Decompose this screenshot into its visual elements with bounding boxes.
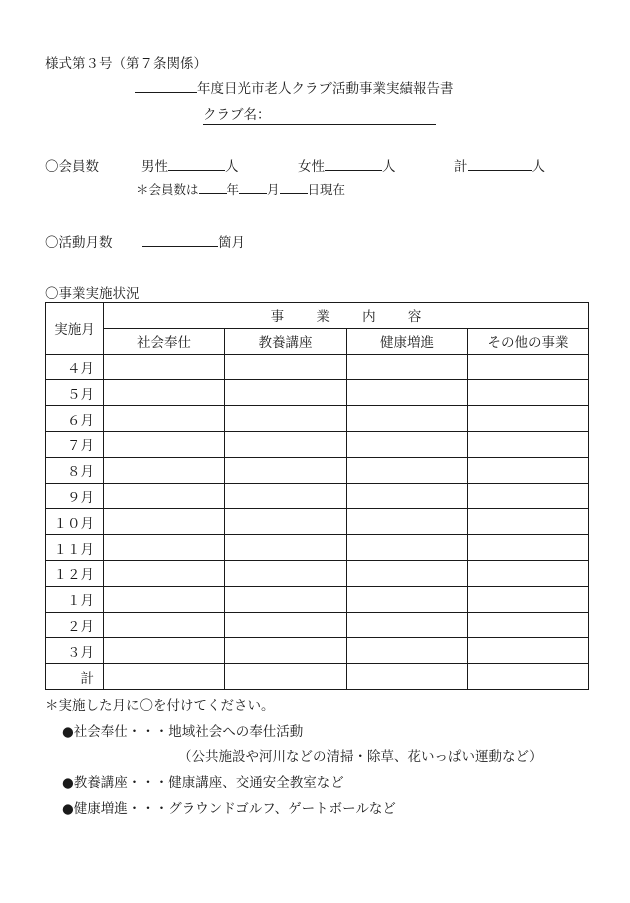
cell-other-projects[interactable] (468, 535, 589, 561)
cell-social-service[interactable] (104, 380, 225, 406)
column-header-culture-lecture: 教養講座 (225, 328, 347, 354)
cell-other-projects[interactable] (468, 509, 589, 535)
female-unit: 人 (382, 159, 396, 175)
table-row (46, 535, 589, 561)
project-content-header: 事 業 内 容 (104, 303, 589, 329)
cell-other-projects[interactable] (468, 406, 589, 432)
cell-health-promotion[interactable] (347, 638, 468, 664)
male-label: 男性 (141, 159, 168, 175)
female-label: 女性 (298, 159, 325, 175)
cell-culture-lecture[interactable] (225, 457, 347, 483)
instruction-note: ＊実施した月に〇を付けてください。 (45, 698, 275, 714)
cell-culture-lecture[interactable] (225, 586, 347, 612)
cell-other-projects[interactable] (468, 638, 589, 664)
cell-health-promotion[interactable] (347, 406, 468, 432)
club-name-row (203, 103, 436, 125)
row-month-label: 計 (46, 664, 104, 690)
table-row (46, 560, 589, 586)
activity-months-field[interactable] (142, 234, 218, 247)
row-month-label: ９月 (46, 483, 104, 509)
cell-health-promotion[interactable] (347, 380, 468, 406)
table-row (46, 380, 589, 406)
cell-other-projects[interactable] (468, 664, 589, 690)
table-row (46, 483, 589, 509)
report-title (135, 77, 454, 97)
cell-social-service[interactable] (104, 586, 225, 612)
cell-culture-lecture[interactable] (225, 354, 347, 380)
cell-social-service[interactable] (104, 612, 225, 638)
female-count-row (298, 155, 396, 175)
cell-other-projects[interactable] (468, 354, 589, 380)
cell-culture-lecture[interactable] (225, 431, 347, 457)
note-year-label: 年 (226, 182, 240, 197)
male-count-row (141, 155, 239, 175)
row-month-label: ８月 (46, 457, 104, 483)
cell-culture-lecture[interactable] (225, 535, 347, 561)
cell-social-service[interactable] (104, 535, 225, 561)
cell-other-projects[interactable] (468, 483, 589, 509)
cell-health-promotion[interactable] (347, 509, 468, 535)
row-month-label: １１月 (46, 535, 104, 561)
table-row (46, 586, 589, 612)
cell-health-promotion[interactable] (347, 664, 468, 690)
note-prefix: ＊会員数は (136, 182, 199, 197)
form-number: 様式第３号（第７条関係） (45, 56, 207, 72)
total-label: 計 (454, 159, 468, 175)
cell-social-service[interactable] (104, 457, 225, 483)
row-month-label: １２月 (46, 560, 104, 586)
cell-culture-lecture[interactable] (225, 638, 347, 664)
member-count-date-note (136, 180, 345, 198)
cell-other-projects[interactable] (468, 560, 589, 586)
cell-other-projects[interactable] (468, 431, 589, 457)
row-month-label: １０月 (46, 509, 104, 535)
female-count-field[interactable] (325, 158, 382, 171)
club-name-field[interactable] (271, 107, 436, 125)
cell-social-service[interactable] (104, 431, 225, 457)
row-month-label: ３月 (46, 638, 104, 664)
total-count-row (454, 155, 545, 175)
total-count-field[interactable] (468, 158, 532, 171)
row-month-label: ２月 (46, 612, 104, 638)
cell-culture-lecture[interactable] (225, 380, 347, 406)
activity-table (45, 302, 589, 690)
cell-social-service[interactable] (104, 509, 225, 535)
cell-other-projects[interactable] (468, 380, 589, 406)
row-month-label: ７月 (46, 431, 104, 457)
row-month-label: ４月 (46, 354, 104, 380)
activity-months-label: 〇活動月数 (45, 235, 113, 251)
cell-culture-lecture[interactable] (225, 664, 347, 690)
table-row (46, 509, 589, 535)
male-unit: 人 (225, 159, 239, 175)
cell-social-service[interactable] (104, 664, 225, 690)
male-count-field[interactable] (168, 158, 225, 171)
note-social-service: ●社会奉仕・・・地域社会への奉仕活動 (62, 724, 304, 740)
fiscal-year-field[interactable] (135, 80, 197, 93)
cell-health-promotion[interactable] (347, 431, 468, 457)
cell-other-projects[interactable] (468, 457, 589, 483)
cell-health-promotion[interactable] (347, 612, 468, 638)
row-month-label: １月 (46, 586, 104, 612)
table-row (46, 354, 589, 380)
cell-social-service[interactable] (104, 354, 225, 380)
table-row (46, 431, 589, 457)
cell-health-promotion[interactable] (347, 483, 468, 509)
activity-months-row (142, 231, 245, 251)
total-unit: 人 (531, 159, 545, 175)
table-row (46, 406, 589, 432)
row-month-label: ５月 (46, 380, 104, 406)
activity-months-unit: 箇月 (218, 235, 245, 251)
table-row (46, 457, 589, 483)
cell-health-promotion[interactable] (347, 586, 468, 612)
project-status-label: 〇事業実施状況 (45, 286, 140, 302)
cell-culture-lecture[interactable] (225, 612, 347, 638)
cell-culture-lecture[interactable] (225, 560, 347, 586)
table-row (46, 612, 589, 638)
table-row (46, 664, 589, 690)
cell-health-promotion[interactable] (347, 535, 468, 561)
cell-social-service[interactable] (104, 560, 225, 586)
column-header-health-promotion: 健康増進 (347, 328, 468, 354)
note-year-field[interactable] (199, 181, 227, 194)
cell-health-promotion[interactable] (347, 560, 468, 586)
note-month-label: 月 (267, 182, 280, 197)
members-label: 〇会員数 (45, 159, 99, 175)
note-day-field[interactable] (280, 181, 308, 194)
cell-culture-lecture[interactable] (225, 483, 347, 509)
cell-other-projects[interactable] (468, 612, 589, 638)
column-header-other-projects: その他の事業 (468, 328, 589, 354)
note-health-promotion: ●健康増進・・・グラウンドゴルフ、ゲートボールなど (62, 801, 396, 817)
cell-social-service[interactable] (104, 406, 225, 432)
cell-culture-lecture[interactable] (225, 509, 347, 535)
cell-social-service[interactable] (104, 638, 225, 664)
row-month-label: ６月 (46, 406, 104, 432)
table-row (46, 638, 589, 664)
table-body (46, 354, 589, 689)
cell-culture-lecture[interactable] (225, 406, 347, 432)
club-name-label: クラブ名： (203, 107, 271, 123)
cell-other-projects[interactable] (468, 586, 589, 612)
cell-social-service[interactable] (104, 483, 225, 509)
column-header-social-service: 社会奉仕 (104, 328, 225, 354)
note-day-label: 日現在 (307, 182, 346, 197)
cell-health-promotion[interactable] (347, 457, 468, 483)
note-culture-lecture: ●教養講座・・・健康講座、交通安全教室など (62, 775, 344, 791)
note-social-service-detail: （公共施設や河川などの清掃・除草、花いっぱい運動など） (178, 749, 543, 765)
note-month-field[interactable] (239, 181, 267, 194)
cell-health-promotion[interactable] (347, 354, 468, 380)
report-title-text: 年度日光市老人クラブ活動事業実績報告書 (197, 81, 454, 97)
month-header: 実施月 (46, 303, 104, 355)
